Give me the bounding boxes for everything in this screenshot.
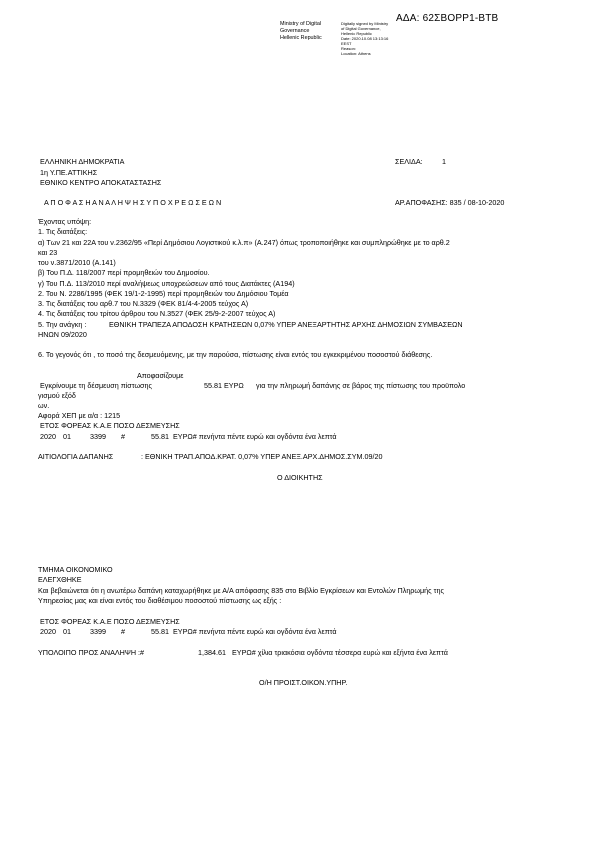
approval-text-cont: γισμού εξόδ: [38, 391, 76, 400]
approval-xep: Αφορά ΧΕΠ με α/α : 1215: [38, 411, 121, 420]
remaining-amount-words: ΕΥΡΩ# χίλια τριακόσια ογδόντα τέσσερα ευρώ και εξήντα ένα λεπτά: [232, 648, 448, 657]
remaining-label: ΥΠΟΛΟΙΠΟ ΠΡΟΣ ΑΝΑΛΗΨΗ :#: [38, 648, 145, 657]
row-hash: #: [121, 627, 125, 636]
considering-item-3: 3. Τις διατάξεις του αρθ.7 του Ν.3329 (ΦΕΚ 81/4-4-2005 τεύχος Α): [38, 299, 249, 308]
considering-item-6: 6. Το γεγονός ότι , το ποσό της δεσμευόμενης, με την παρούσα, πίστωσης είναι εντός του εγκεκριμένου ποσοστού διάθεσης.: [38, 350, 433, 359]
stamp-sig-line: Reason:: [341, 46, 356, 51]
finance-department: ΤΜΗΜΑ ΟΙΚΟΝΟΜΙΚΟ: [38, 565, 113, 574]
row-year: 2020: [40, 432, 56, 441]
page-label: ΣΕΛΙΔΑ:: [395, 157, 423, 166]
row-amount-words: ΕΥΡΩ# πενήντα πέντε ευρώ και ογδόντα ένα λεπτά: [173, 627, 337, 636]
considering-item-4: 4. Τις διατάξεις του τρίτου άρθρου του Ν.3527 (ΦΕΚ 25/9-2-2007 τεύχος Α): [38, 309, 276, 318]
stamp-sig-line: of Digital Governance,: [341, 26, 381, 31]
justification-text: : ΕΘΝΙΚΗ ΤΡΑΠ.ΑΠΟΔ.ΚΡΑΤ. 0,07% ΥΠΕΡ ΑΝΕΞ.ΑΡΧ.ΔΗΜΟΣ.ΣΥΜ.09/20: [141, 452, 383, 461]
stamp-org-line: Ministry of Digital: [280, 21, 322, 27]
finance-signatory: Ο/Η ΠΡΟΙΣΤ.ΟΙΚΟΝ.ΥΠΗΡ.: [259, 678, 348, 687]
stamp-signature-details: [341, 21, 388, 56]
considering-item-5-need: ΕΘΝΙΚΗ ΤΡΑΠΕΖΑ ΑΠΟΔΟΣΗ ΚΡΑΤΗΣΕΩΝ 0,07% ΥΠΕΡ ΑΝΕΞΑΡΤΗΤΗΣ ΑΡΧΗΣ ΔΗΜΟΣΙΩΝ ΣΥΜΒΑΣΕΩΝ: [109, 320, 463, 329]
considering-item-a-cont: και 23: [38, 248, 58, 257]
stamp-sig-line: Date: 2020.10.08 13:13:16: [341, 36, 389, 41]
decision-title: Α Π Ο Φ Α Σ Η Α Ν Α Λ Η Ψ Η Σ Υ Π Ο Χ Ρ Ε Ω Σ Ε Ω Ν: [44, 198, 222, 207]
finance-table-header: ΕΤΟΣ ΦΟΡΕΑΣ Κ.Α.Ε ΠΟΣΟ ΔΕΣΜΕΥΣΗΣ: [40, 617, 180, 626]
considering-item-2: 2. Του Ν. 2286/1995 (ΦΕΚ 19/1-2-1995) περί προμηθειών του Δημόσιου Τομέα: [38, 289, 289, 298]
finance-checked: ΕΛΕΓΧΘΗΚΕ: [38, 575, 82, 584]
row-kae: 3399: [90, 627, 106, 636]
header-health-region: 1η Υ.ΠΕ.ΑΤΤΙΚΗΣ: [40, 168, 98, 177]
considering-item-1: 1. Τις διατάξεις:: [38, 227, 88, 236]
considering-item-5-cont: ΗΝΩΝ 09/2020: [38, 330, 87, 339]
considering-item-c: γ) Του Π.Δ. 113/2010 περί αναλήψεως υποχρεώσεων από τους Διατάκτες (Α194): [38, 279, 295, 288]
finance-certification-cont: Υπηρεσίας μας και είναι εντός του διαθέσιμου ποσοστού πίστωσης ως εξής :: [38, 596, 282, 605]
approval-heading: Αποφασίζουμε: [137, 371, 184, 380]
row-hash: #: [121, 432, 125, 441]
stamp-sig-line: Location: Athens: [341, 51, 371, 56]
header-centre: ΕΘΝΙΚΟ ΚΕΝΤΡΟ ΑΠΟΚΑΤΑΣΤΑΣΗΣ: [40, 178, 162, 187]
row-kae: 3399: [90, 432, 106, 441]
ada-code: ΑΔΑ: 62ΣΒΟΡΡ1-ΒΤΒ: [396, 13, 499, 24]
stamp-org-line: Hellenic Republic: [280, 34, 322, 41]
page-number: 1: [442, 157, 446, 166]
remaining-amount: 1,384.61: [198, 648, 226, 657]
commitment-table-header: ΕΤΟΣ ΦΟΡΕΑΣ Κ.Α.Ε ΠΟΣΟ ΔΕΣΜΕΥΣΗΣ: [40, 421, 180, 430]
stamp-sig-line: Hellenic Republic: [341, 31, 372, 36]
approval-text: Εγκρίνουμε τη δέσμευση πίστωσης: [40, 381, 152, 390]
row-amount-words: ΕΥΡΩ# πενήντα πέντε ευρώ και ογδόντα ένα λεπτά: [173, 432, 337, 441]
approval-amount: 55.81 ΕΥΡΩ: [204, 381, 244, 390]
row-entity: 01: [63, 627, 71, 636]
considering-item-a-cont: του ν.3871/2010 (Α.141): [38, 258, 116, 267]
stamp-sig-line: EEST: [341, 41, 352, 46]
justification-label: ΑΙΤΙΟΛΟΓΙΑ ΔΑΠΑΝΗΣ: [38, 452, 114, 461]
considering-item-5-label: 5. Την ανάγκη :: [38, 320, 87, 329]
stamp-org-line: Governance: [280, 27, 310, 34]
considering-item-b: β) Του Π.Δ. 118/2007 περί προμηθειών του Δημοσίου.: [38, 268, 210, 277]
row-entity: 01: [63, 432, 71, 441]
stamp-organisation: [280, 21, 322, 41]
approval-text-cont: ων.: [38, 401, 50, 410]
row-year: 2020: [40, 627, 56, 636]
row-amount: 55.81: [151, 432, 169, 441]
decision-number: ΑΡ.ΑΠΟΦΑΣΗΣ: 835 / 08-10-2020: [395, 198, 505, 207]
considering-intro: Έχοντας υπόψη:: [38, 217, 92, 226]
approval-text-cont: για την πληρωμή δαπάνης σε βάρος της πίστωσης του προϋπολο: [256, 381, 466, 390]
row-amount: 55.81: [151, 627, 169, 636]
finance-certification: Και βεβαιώνεται ότι η ανωτέρω δαπάνη καταχωρήθηκε με Α/Α απόφασης 835 στο Βιβλίο Εγκρίσεων και Εντολών Πληρωμής της: [38, 586, 444, 595]
stamp-sig-line: Digitally signed by Ministry: [341, 21, 389, 26]
header-republic: ΕΛΛΗΝΙΚΗ ΔΗΜΟΚΡΑΤΙΑ: [40, 157, 125, 166]
director-signature: Ο ΔΙΟΙΚΗΤΗΣ: [277, 473, 323, 482]
considering-item-a: α) Των 21 και 22Α του ν.2362/95 «Περί Δημόσιου Λογιστικού κ.λ.π» (Α.247) όπως τροποποιήθηκε και συμπληρώθηκε με το αρθ.2: [38, 238, 450, 247]
